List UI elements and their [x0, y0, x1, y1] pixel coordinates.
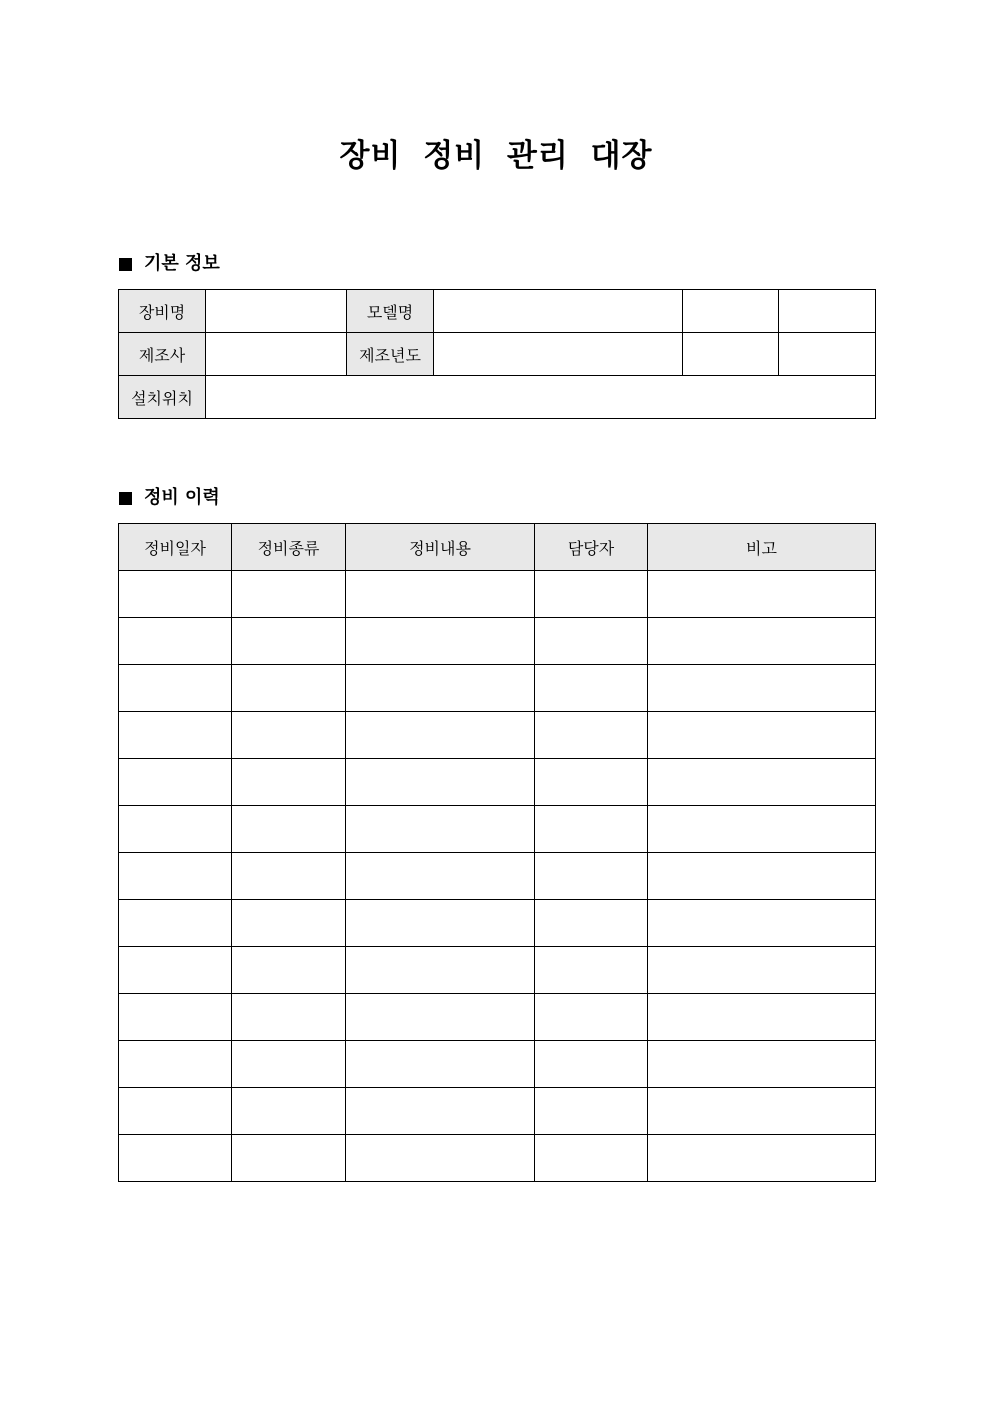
basic-info-table	[118, 289, 876, 419]
type-cell[interactable]	[232, 900, 346, 947]
model-name-field[interactable]	[434, 290, 683, 333]
remarks-cell[interactable]	[648, 1041, 876, 1088]
content-cell[interactable]	[346, 618, 535, 665]
type-cell[interactable]	[232, 665, 346, 712]
date-cell[interactable]	[119, 665, 232, 712]
remarks-cell[interactable]	[648, 712, 876, 759]
person-cell[interactable]	[535, 665, 648, 712]
manufacturer-field[interactable]	[206, 333, 347, 376]
table-row	[119, 1135, 876, 1182]
section-heading-basic-info	[119, 252, 220, 276]
table-row	[119, 712, 876, 759]
type-cell[interactable]	[232, 806, 346, 853]
section-heading-maintenance-history	[119, 486, 220, 510]
content-cell[interactable]	[346, 712, 535, 759]
column-header-remarks: 비고	[648, 524, 876, 571]
remarks-cell[interactable]	[648, 1135, 876, 1182]
person-cell[interactable]	[535, 994, 648, 1041]
equipment-name-field[interactable]	[206, 290, 347, 333]
type-cell[interactable]	[232, 1088, 346, 1135]
date-cell[interactable]	[119, 571, 232, 618]
install-location-field[interactable]	[206, 376, 876, 419]
table-row	[119, 618, 876, 665]
column-header-date: 정비일자	[119, 524, 232, 571]
type-cell[interactable]	[232, 618, 346, 665]
table-row	[119, 333, 876, 376]
remarks-cell[interactable]	[648, 853, 876, 900]
table-row	[119, 853, 876, 900]
table-row	[119, 994, 876, 1041]
content-cell[interactable]	[346, 571, 535, 618]
manufacture-year-field[interactable]	[434, 333, 683, 376]
person-cell[interactable]	[535, 1088, 648, 1135]
content-cell[interactable]	[346, 853, 535, 900]
date-cell[interactable]	[119, 1088, 232, 1135]
type-cell[interactable]	[232, 994, 346, 1041]
square-bullet-icon	[119, 492, 132, 505]
column-header-person: 담당자	[535, 524, 648, 571]
date-cell[interactable]	[119, 759, 232, 806]
install-location-label: 설치위치	[119, 376, 206, 419]
table-row	[119, 665, 876, 712]
remarks-cell[interactable]	[648, 618, 876, 665]
date-cell[interactable]	[119, 994, 232, 1041]
type-cell[interactable]	[232, 853, 346, 900]
type-cell[interactable]	[232, 947, 346, 994]
person-cell[interactable]	[535, 618, 648, 665]
date-cell[interactable]	[119, 1041, 232, 1088]
remarks-cell[interactable]	[648, 759, 876, 806]
table-row	[119, 900, 876, 947]
table-row	[119, 759, 876, 806]
extra-field[interactable]	[779, 333, 876, 376]
date-cell[interactable]	[119, 853, 232, 900]
type-cell[interactable]	[232, 571, 346, 618]
type-cell[interactable]	[232, 712, 346, 759]
column-header-content: 정비내용	[346, 524, 535, 571]
table-row	[119, 806, 876, 853]
person-cell[interactable]	[535, 712, 648, 759]
person-cell[interactable]	[535, 900, 648, 947]
remarks-cell[interactable]	[648, 900, 876, 947]
page-title: 장비 정비 관리 대장	[339, 138, 653, 174]
maintenance-history-table	[118, 523, 876, 1182]
remarks-cell[interactable]	[648, 994, 876, 1041]
type-cell[interactable]	[232, 1135, 346, 1182]
type-cell[interactable]	[232, 759, 346, 806]
content-cell[interactable]	[346, 665, 535, 712]
manufacturer-label: 제조사	[119, 333, 206, 376]
date-cell[interactable]	[119, 712, 232, 759]
person-cell[interactable]	[535, 1041, 648, 1088]
remarks-cell[interactable]	[648, 665, 876, 712]
person-cell[interactable]	[535, 1135, 648, 1182]
content-cell[interactable]	[346, 1088, 535, 1135]
section-heading-label: 기본 정보	[144, 253, 220, 274]
content-cell[interactable]	[346, 900, 535, 947]
remarks-cell[interactable]	[648, 947, 876, 994]
column-header-type: 정비종류	[232, 524, 346, 571]
remarks-cell[interactable]	[648, 1088, 876, 1135]
extra-field[interactable]	[683, 290, 779, 333]
manufacture-year-label: 제조년도	[347, 333, 434, 376]
person-cell[interactable]	[535, 806, 648, 853]
date-cell[interactable]	[119, 1135, 232, 1182]
table-row	[119, 571, 876, 618]
table-row	[119, 1041, 876, 1088]
content-cell[interactable]	[346, 1041, 535, 1088]
table-row	[119, 947, 876, 994]
table-row	[119, 1088, 876, 1135]
model-name-label: 모델명	[347, 290, 434, 333]
date-cell[interactable]	[119, 806, 232, 853]
remarks-cell[interactable]	[648, 571, 876, 618]
square-bullet-icon	[119, 258, 132, 271]
section-heading-label: 정비 이력	[144, 487, 220, 508]
equipment-name-label: 장비명	[119, 290, 206, 333]
content-cell[interactable]	[346, 1135, 535, 1182]
date-cell[interactable]	[119, 947, 232, 994]
date-cell[interactable]	[119, 900, 232, 947]
person-cell[interactable]	[535, 571, 648, 618]
extra-field[interactable]	[683, 333, 779, 376]
person-cell[interactable]	[535, 853, 648, 900]
table-row	[119, 290, 876, 333]
person-cell[interactable]	[535, 947, 648, 994]
content-cell[interactable]	[346, 806, 535, 853]
extra-field[interactable]	[779, 290, 876, 333]
remarks-cell[interactable]	[648, 806, 876, 853]
type-cell[interactable]	[232, 1041, 346, 1088]
table-row	[119, 376, 876, 419]
content-cell[interactable]	[346, 759, 535, 806]
date-cell[interactable]	[119, 618, 232, 665]
table-header-row	[119, 524, 876, 571]
person-cell[interactable]	[535, 759, 648, 806]
content-cell[interactable]	[346, 994, 535, 1041]
content-cell[interactable]	[346, 947, 535, 994]
